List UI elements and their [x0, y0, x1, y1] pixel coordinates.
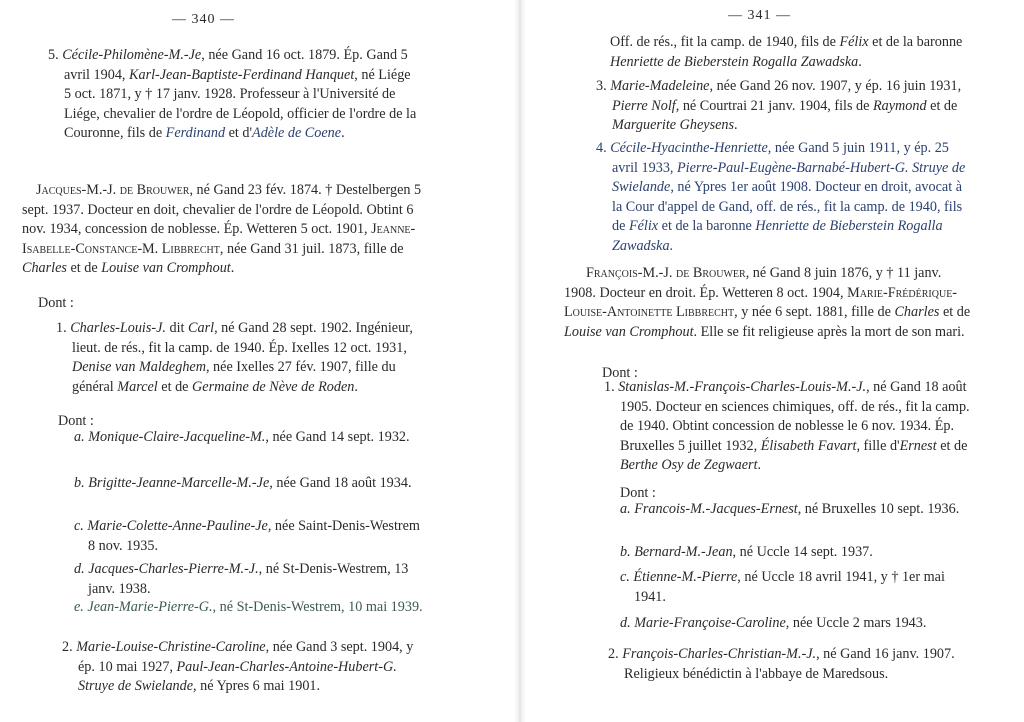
continuation-text: Off. de rés., fit la camp. de 1940, fils de Félix et de la baronne Henriette de Bieberstein Rogalla Zawadska.	[610, 34, 963, 70]
child-monique: a. Monique-Claire-Jacqueline-M., née Gand 14 sept. 1932.	[74, 429, 410, 445]
child-marie-francoise: d. Marie-Françoise-Caroline, née Uccle 2 mars 1943.	[620, 615, 927, 631]
entry-charles-louis: 1. Charles-Louis-J. dit Carl, né Gand 28 sept. 1902. Ingénieur, lieut. de rés., fit la camp. de 1940. Ép. Ixelles 12 oct. 1931, Denise van Maldeghem, née Ixelles 27 fév. 1907, fille du général Marcel et de Germaine de Nève de Roden.	[56, 320, 413, 395]
entry-cecile-philomene: 5. Cécile-Philomène-M.-Je, née Gand 16 oct. 1879. Ép. Gand 5 avril 1904, Karl-Jean-Baptiste-Ferdinand Hanquet, né Liége 5 oct. 1871, y † 17 janv. 1928. Professeur à l'Université de Liége, chevalier de l'ordre de Léopold, officier de l'ordre de la Couronne, fils de Ferdinand et d'Adèle de Coene.	[48, 47, 417, 141]
child-etienne: c. Étienne-M.-Pierre, né Uccle 18 avril 1941, y † 1er mai 1941.	[620, 569, 945, 605]
dont-label: Dont :	[58, 413, 94, 429]
child-jacques-charles: d. Jacques-Charles-Pierre-M.-J., né St-Denis-Westrem, 13 janv. 1938.	[74, 561, 409, 597]
child-marie-colette: c. Marie-Colette-Anne-Pauline-Je, née Saint-Denis-Westrem 8 nov. 1935.	[74, 518, 420, 554]
entry-cecile-hyacinthe: 4. Cécile-Hyacinthe-Henriette, née Gand 5 juin 1911, y ép. 25 avril 1933, Pierre-Paul-Eugène-Barnabé-Hubert-G. Struye de Swielande, né Ypres 1er août 1908. Docteur en droit, avocat à la Cour d'appel de Gand, off. de rés., fit la camp. de 1940, fils de Félix et de la baronne Henriette de Bieberstein Rogalla Zawadska.	[596, 140, 966, 254]
entry-jacques-de-brouwer: Jacques-M.-J. de Brouwer, né Gand 23 fév. 1874. † Destelbergen 5 sept. 1937. Docteur en doit, chevalier de l'ordre de Léopold. Obtint 6 nov. 1934, concession de noblesse. Ép. Wetteren 5 oct. 1901, Jeanne-Isabelle-Constance-M. Libbrecht, née Gand 31 juil. 1873, fille de Charles et de Louise van Cromphout.	[22, 182, 422, 276]
dont-label: Dont :	[38, 295, 74, 311]
entry-marie-louise: 2. Marie-Louise-Christine-Caroline, née Gand 3 sept. 1904, y ép. 10 mai 1927, Paul-Jean-Charles-Antoine-Hubert-G. Struye de Swielande, né Ypres 6 mai 1901.	[62, 639, 414, 694]
entry-francois-de-brouwer: François-M.-J. de Brouwer, né Gand 8 juin 1876, y † 11 janv. 1908. Docteur en droit. Ép. Wetteren 8 oct. 1904, Marie-Frédérique-Louise-Antoinette Libbrecht, y née 6 sept. 1881, fille de Charles et de Louise van Cromphout. Elle se fit religieuse après la mort de son mari.	[564, 265, 971, 340]
child-jean-marie: e. Jean-Marie-Pierre-G., né St-Denis-Westrem, 10 mai 1939.	[74, 599, 423, 615]
right-page	[520, 0, 1024, 722]
child-bernard: b. Bernard-M.-Jean, né Uccle 14 sept. 1937.	[620, 544, 873, 560]
dont-label: Dont :	[620, 485, 656, 501]
page-number-right: — 341 —	[728, 8, 791, 23]
entry-francois-charles: 2. François-Charles-Christian-M.-J., né Gand 16 janv. 1907. Religieux bénédictin à l'abbaye de Maredsous.	[608, 646, 955, 682]
dont-label: Dont :	[602, 365, 638, 381]
entry-marie-madeleine: 3. Marie-Madeleine, née Gand 26 nov. 1907, y ép. 16 juin 1931, Pierre Nolf, né Courtrai 21 janv. 1904, fils de Raymond et de Marguerite Gheysens.	[596, 78, 962, 133]
page-number-left: — 340 —	[172, 12, 235, 27]
child-brigitte: b. Brigitte-Jeanne-Marcelle-M.-Je, née Gand 18 août 1934.	[74, 475, 412, 491]
child-francois-jacques: a. Francois-M.-Jacques-Ernest, né Bruxelles 10 sept. 1936.	[620, 501, 960, 517]
entry-stanislas: 1. Stanislas-M.-François-Charles-Louis-M.-J., né Gand 18 août 1905. Docteur en sciences chimiques, off. de rés., fit la camp. de 1940. Obtint concession de noblesse le 6 nov. 1934. Ép. Bruxelles 5 juillet 1932, Élisabeth Favart, fille d'Ernest et de Berthe Osy de Zegwaert.	[604, 379, 970, 473]
